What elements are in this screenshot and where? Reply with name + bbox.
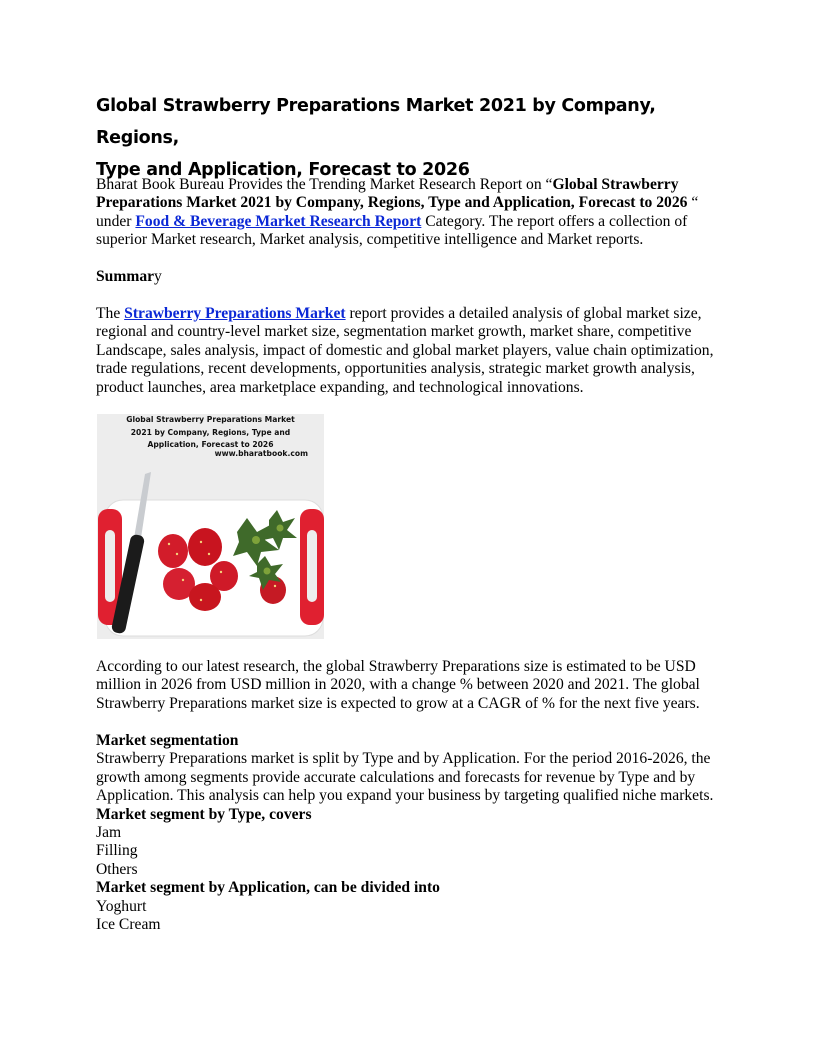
list-item-type: Filling (96, 842, 138, 860)
category-link[interactable]: Food & Beverage Market Research Report (135, 212, 422, 230)
intro-paragraph (96, 176, 724, 250)
figure-url: www.bharatbook.com (214, 449, 308, 458)
summary-text-before: The (96, 305, 125, 322)
title-line-2: Type and Application, Forecast to 2026 (96, 160, 470, 180)
intro-text-before: Bharat Book Bureau Provides the Trending Market Research Report on “ (96, 176, 553, 193)
summary-text-after: report provides a detailed analysis of global market size, regional and country-level market size, segmentation market growth, market share, competitive Landscape, sales analysis, impact of domestic and global market players, value chain optimization, trade regulations, recent developments, opportunities analysis, strategic market growth analysis, product launches, area marketplace expanding, and technological innovations. (96, 305, 714, 396)
list-item-application: Yoghurt (96, 897, 147, 915)
figure-caption-line-2: 2021 by Company, Regions, Type and (130, 427, 291, 437)
market-link[interactable]: Strawberry Preparations Market (124, 305, 346, 322)
list-item-type: Others (96, 860, 138, 878)
summary-heading (96, 268, 724, 286)
segmentation-text: Strawberry Preparations market is split by Type and by Application. For the period 2016-2026, the growth among segments provide accurate calculations and forecasts for revenue by Type and by Application. This analysis can help you expand your business by targeting qualified niche markets. (96, 750, 714, 805)
segmentation-heading: Market segmentation (96, 732, 239, 749)
intro-text-after: Category. The report offers a collection of superior Market research, Market analysis, competitive intelligence and Market reports. (96, 212, 688, 249)
research-paragraph: According to our latest research, the global Strawberry Preparations size is estimated to be USD million in 2026 from USD million in 2020, with a change % between 2020 and 2021. The global Strawberry Preparations market size is expected to grow at a CAGR of % for the next five years. (96, 658, 700, 712)
type-heading: Market segment by Type, covers (96, 805, 312, 823)
list-item-application: Ice Cream (96, 916, 161, 934)
summary-heading-bold: Summar (96, 268, 155, 285)
figure-caption-line-3: Application, Forecast to 2026 (147, 440, 274, 449)
title-line-1: Global Strawberry Preparations Market 2021 by Company, Regions, (96, 96, 656, 148)
strawberry (189, 583, 221, 611)
strawberry (188, 528, 222, 566)
summary-heading-rest: y (154, 268, 162, 285)
intro-report-title: Global Strawberry Preparations Market 2021 by Company, Regions, Type and Application, Forecast to 2026 (96, 176, 688, 212)
page-title (96, 90, 720, 186)
application-heading: Market segment by Application, can be divided into (96, 879, 440, 897)
segmentation-section (96, 732, 724, 934)
figure-caption-line-1: Global Strawberry Preparations Market (126, 415, 295, 424)
intro-text-mid: “ under (96, 194, 699, 230)
strawberry (158, 534, 188, 568)
report-cover-image (97, 414, 324, 639)
summary-paragraph (96, 305, 724, 397)
figure-caption (97, 414, 324, 452)
list-item-type: Jam (96, 824, 122, 842)
